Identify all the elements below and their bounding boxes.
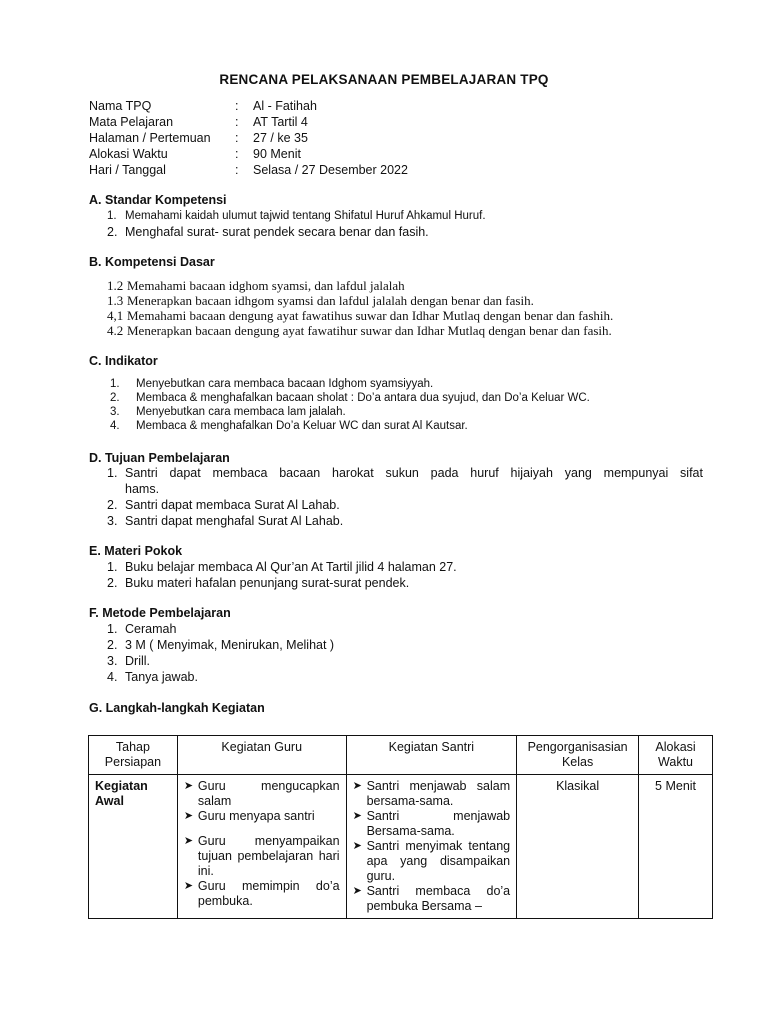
list-text: Memahami kaidah ulumut tajwid tentang Shifatul Huruf Ahkamul Huruf. — [125, 210, 486, 222]
list-number: 2. — [107, 225, 118, 239]
santri-cell — [346, 775, 517, 919]
list-text: Santri dapat membaca Surat Al Lahab. — [125, 498, 340, 512]
arrowhead-bullet-icon: ➤ — [352, 810, 362, 822]
list-text: Ceramah — [125, 622, 177, 636]
list-item — [184, 809, 340, 824]
list-text: hams. — [125, 482, 160, 496]
list-text: Guru mengucapkan salam — [197, 779, 340, 808]
info-key: Halaman / Pertemuan — [89, 131, 211, 145]
list-number: 4,1 — [107, 308, 124, 323]
info-colon: : — [235, 115, 239, 129]
list-item — [184, 834, 340, 879]
list-text: Tanya jawab. — [125, 670, 198, 684]
list-text: Buku materi hafalan penunjang surat-surat pendek. — [125, 576, 410, 590]
list-number: 4. — [107, 670, 118, 684]
list-number: 4. — [110, 420, 120, 432]
table-row — [89, 775, 713, 919]
stage-cell: Kegiatan Awal — [89, 775, 178, 919]
info-colon: : — [235, 131, 239, 145]
list-text: Membaca & menghafalkan bacaan sholat : Do’a antara dua syujud, dan Do’a Keluar WC. — [136, 392, 590, 404]
list-number: 3. — [110, 406, 120, 418]
list-number: 1. — [107, 622, 118, 636]
list-text: Guru memimpin do’a pembuka. — [197, 879, 340, 908]
list-number: 2. — [110, 392, 120, 404]
list-text: Guru menyampaikan tujuan pembelajaran hari ini. — [197, 834, 340, 878]
info-key: Hari / Tanggal — [89, 163, 166, 177]
list-text: Santri menyimak tentang apa yang disampaikan guru. — [366, 839, 511, 883]
arrowhead-bullet-icon: ➤ — [183, 880, 194, 892]
info-key: Alokasi Waktu — [89, 147, 168, 161]
info-value: AT Tartil 4 — [253, 115, 308, 129]
info-value: 27 / ke 35 — [253, 131, 308, 145]
list-text: Memahami bacaan idghom syamsi, dan lafdul jalalah — [127, 278, 405, 293]
list-number: 1. — [107, 560, 118, 574]
list-number: 2. — [107, 638, 118, 652]
list-text: Menerapkan bacaan idhgom syamsi dan lafdul jalalah dengan benar dan fasih. — [127, 293, 534, 308]
section-d-heading: D. Tujuan Pembelajaran — [89, 451, 230, 465]
arrowhead-bullet-icon: ➤ — [352, 885, 362, 897]
organization-cell: Klasikal — [517, 775, 639, 919]
list-number: 1. — [110, 378, 120, 390]
list-text: Menghafal surat- surat pendek secara benar dan fasih. — [125, 225, 429, 239]
list-text: Santri dapat menghafal Surat Al Lahab. — [125, 514, 344, 528]
info-key: Nama TPQ — [89, 99, 152, 113]
guru-cell — [177, 775, 346, 919]
list-text: Menyebutkan cara membaca lam jalalah. — [136, 406, 346, 418]
header-alokasi: Alokasi Waktu — [639, 736, 713, 775]
list-item — [353, 839, 511, 884]
section-f-heading: F. Metode Pembelajaran — [89, 606, 231, 620]
list-text: Santri menjawab salam bersama-sama. — [366, 779, 511, 808]
list-item — [353, 809, 511, 839]
list-number: 2. — [107, 576, 118, 590]
header-tahap: Tahap Persiapan — [89, 736, 178, 775]
list-number: 1. — [107, 210, 117, 222]
arrowhead-bullet-icon: ➤ — [183, 780, 194, 792]
info-colon: : — [235, 147, 239, 161]
list-text: Membaca & menghafalkan Do’a Keluar WC dan surat Al Kautsar. — [136, 420, 468, 432]
list-item — [353, 779, 511, 809]
list-text: Buku belajar membaca Al Qur’an At Tartil jilid 4 halaman 27. — [125, 560, 457, 574]
list-text: Guru menyapa santri — [197, 809, 315, 823]
arrowhead-bullet-icon: ➤ — [183, 835, 194, 847]
list-text: Santri membaca do’a pembuka Bersama – — [366, 884, 511, 913]
time-cell: 5 Menit — [639, 775, 713, 919]
section-b-heading: B. Kompetensi Dasar — [89, 255, 215, 269]
info-colon: : — [235, 163, 239, 177]
info-value: Al - Fatihah — [253, 99, 317, 113]
section-e-heading: E. Materi Pokok — [89, 544, 183, 558]
arrowhead-bullet-icon: ➤ — [183, 810, 194, 822]
section-c-heading: C. Indikator — [89, 354, 158, 368]
info-value: Selasa / 27 Desember 2022 — [253, 163, 408, 177]
list-number: 1.3 — [107, 293, 124, 308]
list-item — [184, 779, 340, 809]
list-text: 3 M ( Menyimak, Menirukan, Melihat ) — [125, 638, 335, 652]
header-kegiatan-santri: Kegiatan Santri — [346, 736, 517, 775]
list-text: Menyebutkan cara membaca bacaan Idghom syamsiyyah. — [136, 378, 434, 390]
arrowhead-bullet-icon: ➤ — [352, 840, 362, 852]
list-number: 1. — [107, 466, 118, 480]
list-number: 1.2 — [107, 278, 124, 293]
list-text: Santri dapat membaca bacaan harokat sukun pada huruf hijaiyah yang mempunyai sifat — [125, 466, 703, 480]
header-kegiatan-guru: Kegiatan Guru — [177, 736, 346, 775]
document-title: RENCANA PELAKSANAAN PEMBELAJARAN TPQ — [219, 72, 549, 87]
arrowhead-bullet-icon: ➤ — [352, 780, 362, 792]
info-value: 90 Menit — [253, 147, 301, 161]
section-g-heading: G. Langkah-langkah Kegiatan — [89, 701, 265, 715]
table-header-row — [89, 736, 713, 775]
list-number: 3. — [107, 514, 118, 528]
list-number: 4.2 — [107, 323, 124, 338]
section-a-heading: A. Standar Kompetensi — [89, 193, 227, 207]
activity-table — [88, 735, 713, 919]
list-number: 3. — [107, 654, 118, 668]
info-colon: : — [235, 99, 239, 113]
header-pengorganisasian: Pengorganisasian Kelas — [517, 736, 639, 775]
list-number: 2. — [107, 498, 118, 512]
list-item — [184, 879, 340, 909]
list-text: Menerapkan bacaan dengung ayat fawatihur suwar dan Idhar Mutlaq dengan benar dan fasih. — [127, 323, 612, 338]
list-text: Memahami bacaan dengung ayat fawatihus suwar dan Idhar Mutlaq dengan benar dan fashih. — [127, 308, 614, 323]
list-text: Santri menjawab Bersama-sama. — [366, 809, 511, 838]
list-item — [353, 884, 511, 914]
info-key: Mata Pelajaran — [89, 115, 174, 129]
list-text: Drill. — [125, 654, 150, 668]
